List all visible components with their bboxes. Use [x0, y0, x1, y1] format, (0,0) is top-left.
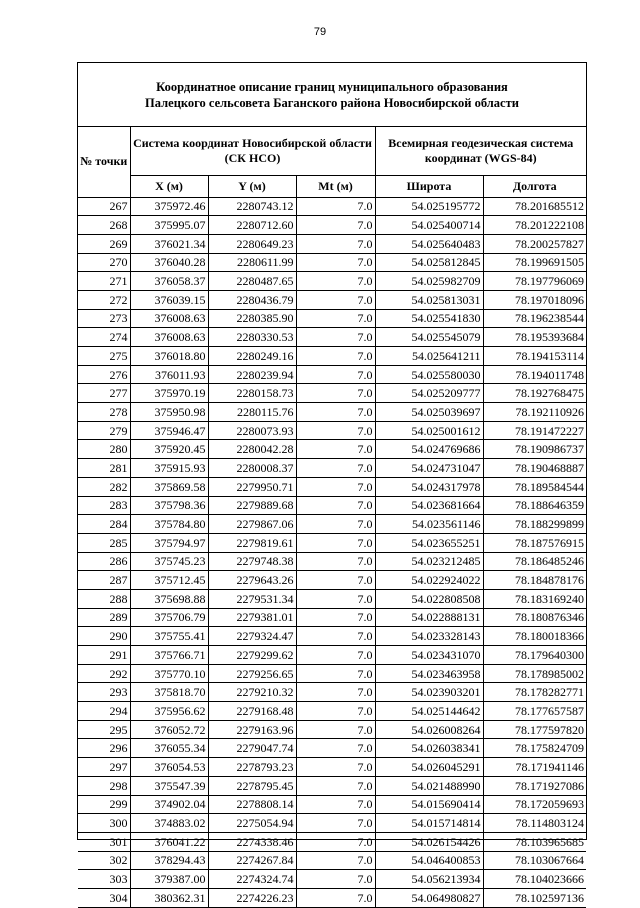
mt-cell: 7.0	[296, 776, 375, 795]
y-cell: 2279256.65	[208, 664, 296, 683]
mt-cell: 7.0	[296, 814, 375, 833]
y-cell: 2279531.34	[208, 589, 296, 608]
longitude-cell: 78.178282771	[483, 683, 586, 702]
x-cell: 379387.00	[130, 870, 208, 889]
y-cell: 2280249.16	[208, 347, 296, 366]
table-row	[78, 290, 586, 309]
x-cell: 376055.34	[130, 739, 208, 758]
longitude-cell: 78.180876346	[483, 608, 586, 627]
point-number-cell: 286	[78, 552, 130, 571]
point-number-cell: 297	[78, 758, 130, 777]
mt-cell: 7.0	[296, 459, 375, 478]
point-number-cell: 295	[78, 720, 130, 739]
y-cell: 2279163.96	[208, 720, 296, 739]
x-cell: 376008.63	[130, 328, 208, 347]
mt-cell: 7.0	[296, 403, 375, 422]
longitude-cell: 78.184878176	[483, 571, 586, 590]
x-cell: 375755.41	[130, 627, 208, 646]
table-row	[78, 421, 586, 440]
mt-cell: 7.0	[296, 720, 375, 739]
x-cell: 376041.22	[130, 832, 208, 851]
y-cell: 2280042.28	[208, 440, 296, 459]
y-cell: 2280712.60	[208, 216, 296, 235]
longitude-cell: 78.188646359	[483, 496, 586, 515]
longitude-cell: 78.200257827	[483, 234, 586, 253]
latitude-cell: 54.024317978	[375, 477, 483, 496]
table-row	[78, 627, 586, 646]
y-cell: 2279047.74	[208, 739, 296, 758]
mt-cell: 7.0	[296, 851, 375, 870]
table-row	[78, 589, 586, 608]
longitude-cell: 78.179640300	[483, 646, 586, 665]
table-row	[78, 795, 586, 814]
x-cell: 375712.45	[130, 571, 208, 590]
table-row	[78, 776, 586, 795]
latitude-cell: 54.022924022	[375, 571, 483, 590]
point-number-cell: 302	[78, 851, 130, 870]
mt-cell: 7.0	[296, 384, 375, 403]
longitude-cell: 78.195393684	[483, 328, 586, 347]
latitude-cell: 54.026154426	[375, 832, 483, 851]
y-cell: 2280436.79	[208, 290, 296, 309]
y-cell: 2279299.62	[208, 646, 296, 665]
coordinates-table	[78, 127, 586, 908]
y-cell: 2274338.46	[208, 832, 296, 851]
y-cell: 2278795.45	[208, 776, 296, 795]
table-row	[78, 552, 586, 571]
point-number-cell: 280	[78, 440, 130, 459]
point-number-cell: 267	[78, 197, 130, 216]
longitude-cell: 78.191472227	[483, 421, 586, 440]
longitude-cell: 78.171927086	[483, 776, 586, 795]
mt-cell: 7.0	[296, 365, 375, 384]
x-cell: 374902.04	[130, 795, 208, 814]
point-number-cell: 272	[78, 290, 130, 309]
point-number-cell: 300	[78, 814, 130, 833]
y-cell: 2280611.99	[208, 253, 296, 272]
mt-cell: 7.0	[296, 702, 375, 721]
table-row	[78, 365, 586, 384]
header-system-nso: Система координат Новосибирской области (СК НСО)	[130, 127, 375, 175]
latitude-cell: 54.023655251	[375, 533, 483, 552]
x-cell: 375547.39	[130, 776, 208, 795]
latitude-cell: 54.064980827	[375, 888, 483, 907]
longitude-cell: 78.192110926	[483, 403, 586, 422]
title-line-2: Палецкого сельсовета Баганского района Новосибирской области	[145, 95, 519, 110]
y-cell: 2279867.06	[208, 515, 296, 534]
point-number-cell: 270	[78, 253, 130, 272]
point-number-cell: 301	[78, 832, 130, 851]
header-y: Y (м)	[208, 175, 296, 197]
point-number-cell: 284	[78, 515, 130, 534]
table-row	[78, 888, 586, 907]
table-row	[78, 851, 586, 870]
table-row	[78, 870, 586, 889]
latitude-cell: 54.025195772	[375, 197, 483, 216]
point-number-cell: 303	[78, 870, 130, 889]
longitude-cell: 78.104023666	[483, 870, 586, 889]
longitude-cell: 78.183169240	[483, 589, 586, 608]
table-row	[78, 664, 586, 683]
table-row	[78, 347, 586, 366]
table-row	[78, 608, 586, 627]
table-row	[78, 515, 586, 534]
mt-cell: 7.0	[296, 832, 375, 851]
point-number-cell: 271	[78, 272, 130, 291]
table-row	[78, 646, 586, 665]
table-row	[78, 702, 586, 721]
y-cell: 2279324.47	[208, 627, 296, 646]
x-cell: 375784.80	[130, 515, 208, 534]
table-row	[78, 477, 586, 496]
latitude-cell: 54.023212485	[375, 552, 483, 571]
mt-cell: 7.0	[296, 664, 375, 683]
x-cell: 378294.43	[130, 851, 208, 870]
x-cell: 375920.45	[130, 440, 208, 459]
table-row	[78, 403, 586, 422]
latitude-cell: 54.023681664	[375, 496, 483, 515]
x-cell: 375869.58	[130, 477, 208, 496]
latitude-cell: 54.015714814	[375, 814, 483, 833]
table-row	[78, 272, 586, 291]
latitude-cell: 54.023431070	[375, 646, 483, 665]
latitude-cell: 54.025400714	[375, 216, 483, 235]
latitude-cell: 54.025209777	[375, 384, 483, 403]
latitude-cell: 54.024769686	[375, 440, 483, 459]
point-number-cell: 304	[78, 888, 130, 907]
mt-cell: 7.0	[296, 496, 375, 515]
x-cell: 374883.02	[130, 814, 208, 833]
point-number-cell: 292	[78, 664, 130, 683]
x-cell: 376052.72	[130, 720, 208, 739]
latitude-cell: 54.023561146	[375, 515, 483, 534]
x-cell: 375794.97	[130, 533, 208, 552]
point-number-cell: 288	[78, 589, 130, 608]
mt-cell: 7.0	[296, 347, 375, 366]
point-number-cell: 275	[78, 347, 130, 366]
y-cell: 2279748.38	[208, 552, 296, 571]
mt-cell: 7.0	[296, 477, 375, 496]
point-number-cell: 274	[78, 328, 130, 347]
y-cell: 2280330.53	[208, 328, 296, 347]
longitude-cell: 78.114803124	[483, 814, 586, 833]
x-cell: 375706.79	[130, 608, 208, 627]
table-row	[78, 234, 586, 253]
latitude-cell: 54.025144642	[375, 702, 483, 721]
latitude-cell: 54.025001612	[375, 421, 483, 440]
mt-cell: 7.0	[296, 552, 375, 571]
latitude-cell: 54.025541830	[375, 309, 483, 328]
longitude-cell: 78.102597136	[483, 888, 586, 907]
longitude-cell: 78.192768475	[483, 384, 586, 403]
mt-cell: 7.0	[296, 870, 375, 889]
mt-cell: 7.0	[296, 309, 375, 328]
x-cell: 376058.37	[130, 272, 208, 291]
longitude-cell: 78.171941146	[483, 758, 586, 777]
latitude-cell: 54.022888131	[375, 608, 483, 627]
x-cell: 375970.19	[130, 384, 208, 403]
point-number-cell: 281	[78, 459, 130, 478]
longitude-cell: 78.178985002	[483, 664, 586, 683]
y-cell: 2280385.90	[208, 309, 296, 328]
y-cell: 2274226.23	[208, 888, 296, 907]
x-cell: 375770.10	[130, 664, 208, 683]
longitude-cell: 78.201222108	[483, 216, 586, 235]
mt-cell: 7.0	[296, 795, 375, 814]
longitude-cell: 78.175824709	[483, 739, 586, 758]
table-body	[78, 197, 586, 907]
x-cell: 375766.71	[130, 646, 208, 665]
mt-cell: 7.0	[296, 197, 375, 216]
longitude-cell: 78.186485246	[483, 552, 586, 571]
x-cell: 376021.34	[130, 234, 208, 253]
x-cell: 376011.93	[130, 365, 208, 384]
longitude-cell: 78.201685512	[483, 197, 586, 216]
point-number-cell: 287	[78, 571, 130, 590]
point-number-cell: 293	[78, 683, 130, 702]
longitude-cell: 78.188299899	[483, 515, 586, 534]
table-row	[78, 533, 586, 552]
point-number-cell: 282	[78, 477, 130, 496]
latitude-cell: 54.026008264	[375, 720, 483, 739]
point-number-cell: 299	[78, 795, 130, 814]
latitude-cell: 54.025545079	[375, 328, 483, 347]
title-line-1: Координатное описание границ муниципального образования	[156, 79, 508, 94]
point-number-cell: 276	[78, 365, 130, 384]
longitude-cell: 78.177597820	[483, 720, 586, 739]
latitude-cell: 54.025641211	[375, 347, 483, 366]
mt-cell: 7.0	[296, 440, 375, 459]
point-number-cell: 291	[78, 646, 130, 665]
table-row	[78, 814, 586, 833]
latitude-cell: 54.046400853	[375, 851, 483, 870]
latitude-cell: 54.023903201	[375, 683, 483, 702]
point-number-cell: 268	[78, 216, 130, 235]
longitude-cell: 78.103067664	[483, 851, 586, 870]
longitude-cell: 78.103965685	[483, 832, 586, 851]
table-row	[78, 496, 586, 515]
latitude-cell: 54.025812845	[375, 253, 483, 272]
longitude-cell: 78.172059693	[483, 795, 586, 814]
x-cell: 375995.07	[130, 216, 208, 235]
y-cell: 2280239.94	[208, 365, 296, 384]
table-row	[78, 384, 586, 403]
latitude-cell: 54.056213934	[375, 870, 483, 889]
point-number-cell: 283	[78, 496, 130, 515]
y-cell: 2274267.84	[208, 851, 296, 870]
y-cell: 2279168.48	[208, 702, 296, 721]
y-cell: 2274324.74	[208, 870, 296, 889]
latitude-cell: 54.025813031	[375, 290, 483, 309]
mt-cell: 7.0	[296, 533, 375, 552]
point-number-cell: 289	[78, 608, 130, 627]
y-cell: 2279210.32	[208, 683, 296, 702]
y-cell: 2279381.01	[208, 608, 296, 627]
x-cell: 376039.15	[130, 290, 208, 309]
x-cell: 375946.47	[130, 421, 208, 440]
x-cell: 376018.80	[130, 347, 208, 366]
point-number-cell: 278	[78, 403, 130, 422]
y-cell: 2280743.12	[208, 197, 296, 216]
y-cell: 2278793.23	[208, 758, 296, 777]
table-row	[78, 720, 586, 739]
mt-cell: 7.0	[296, 515, 375, 534]
point-number-cell: 285	[78, 533, 130, 552]
longitude-cell: 78.194153114	[483, 347, 586, 366]
point-number-cell: 298	[78, 776, 130, 795]
mt-cell: 7.0	[296, 608, 375, 627]
table-row	[78, 440, 586, 459]
header-latitude: Широта	[375, 175, 483, 197]
mt-cell: 7.0	[296, 627, 375, 646]
mt-cell: 7.0	[296, 328, 375, 347]
table-row	[78, 309, 586, 328]
y-cell: 2279643.26	[208, 571, 296, 590]
latitude-cell: 54.026045291	[375, 758, 483, 777]
header-system-wgs: Всемирная геодезическая система координат (WGS-84)	[375, 127, 586, 175]
longitude-cell: 78.197796069	[483, 272, 586, 291]
longitude-cell: 78.190468887	[483, 459, 586, 478]
mt-cell: 7.0	[296, 216, 375, 235]
mt-cell: 7.0	[296, 739, 375, 758]
header-longitude: Долгота	[483, 175, 586, 197]
table-row	[78, 253, 586, 272]
longitude-cell: 78.196238544	[483, 309, 586, 328]
mt-cell: 7.0	[296, 758, 375, 777]
x-cell: 376008.63	[130, 309, 208, 328]
header-point-number: № точки	[78, 127, 130, 197]
latitude-cell: 54.026038341	[375, 739, 483, 758]
y-cell: 2275054.94	[208, 814, 296, 833]
mt-cell: 7.0	[296, 589, 375, 608]
table-row	[78, 216, 586, 235]
document-title	[78, 63, 586, 127]
x-cell: 375915.93	[130, 459, 208, 478]
mt-cell: 7.0	[296, 234, 375, 253]
x-cell: 375956.62	[130, 702, 208, 721]
latitude-cell: 54.025039697	[375, 403, 483, 422]
y-cell: 2280073.93	[208, 421, 296, 440]
header-x: X (м)	[130, 175, 208, 197]
table-row	[78, 758, 586, 777]
y-cell: 2280649.23	[208, 234, 296, 253]
y-cell: 2280158.73	[208, 384, 296, 403]
latitude-cell: 54.024731047	[375, 459, 483, 478]
longitude-cell: 78.194011748	[483, 365, 586, 384]
longitude-cell: 78.180018366	[483, 627, 586, 646]
point-number-cell: 290	[78, 627, 130, 646]
latitude-cell: 54.021488990	[375, 776, 483, 795]
mt-cell: 7.0	[296, 421, 375, 440]
longitude-cell: 78.197018096	[483, 290, 586, 309]
header-mt: Mt (м)	[296, 175, 375, 197]
x-cell: 375972.46	[130, 197, 208, 216]
x-cell: 375798.36	[130, 496, 208, 515]
longitude-cell: 78.187576915	[483, 533, 586, 552]
point-number-cell: 269	[78, 234, 130, 253]
table-row	[78, 571, 586, 590]
latitude-cell: 54.025580030	[375, 365, 483, 384]
x-cell: 375818.70	[130, 683, 208, 702]
table-row	[78, 328, 586, 347]
point-number-cell: 279	[78, 421, 130, 440]
latitude-cell: 54.023463958	[375, 664, 483, 683]
point-number-cell: 277	[78, 384, 130, 403]
y-cell: 2279819.61	[208, 533, 296, 552]
longitude-cell: 78.189584544	[483, 477, 586, 496]
x-cell: 375698.88	[130, 589, 208, 608]
longitude-cell: 78.190986737	[483, 440, 586, 459]
mt-cell: 7.0	[296, 888, 375, 907]
mt-cell: 7.0	[296, 272, 375, 291]
x-cell: 376054.53	[130, 758, 208, 777]
x-cell: 376040.28	[130, 253, 208, 272]
y-cell: 2278808.14	[208, 795, 296, 814]
mt-cell: 7.0	[296, 290, 375, 309]
page-number: 79	[313, 26, 327, 38]
y-cell: 2280487.65	[208, 272, 296, 291]
latitude-cell: 54.022808508	[375, 589, 483, 608]
document-frame	[77, 62, 587, 905]
longitude-cell: 78.199691505	[483, 253, 586, 272]
x-cell: 375745.23	[130, 552, 208, 571]
mt-cell: 7.0	[296, 571, 375, 590]
table-row	[78, 739, 586, 758]
table-row	[78, 197, 586, 216]
y-cell: 2280115.76	[208, 403, 296, 422]
mt-cell: 7.0	[296, 683, 375, 702]
y-cell: 2280008.37	[208, 459, 296, 478]
x-cell: 380362.31	[130, 888, 208, 907]
longitude-cell: 78.177657587	[483, 702, 586, 721]
latitude-cell: 54.025640483	[375, 234, 483, 253]
table-row	[78, 683, 586, 702]
point-number-cell: 294	[78, 702, 130, 721]
latitude-cell: 54.023328143	[375, 627, 483, 646]
y-cell: 2279950.71	[208, 477, 296, 496]
mt-cell: 7.0	[296, 646, 375, 665]
point-number-cell: 296	[78, 739, 130, 758]
point-number-cell: 273	[78, 309, 130, 328]
latitude-cell: 54.015690414	[375, 795, 483, 814]
latitude-cell: 54.025982709	[375, 272, 483, 291]
x-cell: 375950.98	[130, 403, 208, 422]
table-row	[78, 832, 586, 851]
table-row	[78, 459, 586, 478]
mt-cell: 7.0	[296, 253, 375, 272]
y-cell: 2279889.68	[208, 496, 296, 515]
